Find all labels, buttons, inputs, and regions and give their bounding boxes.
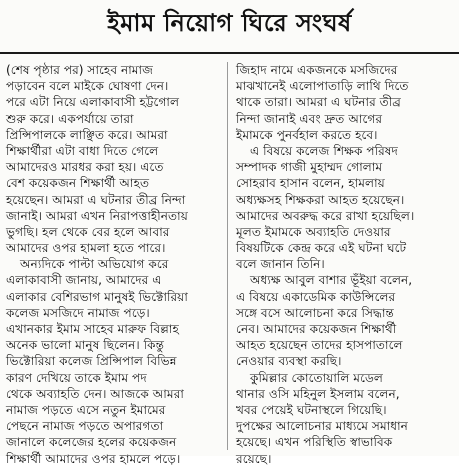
- article-line: নামাজ পড়তে এসে নতুন ইমামের: [6, 402, 166, 417]
- article-line: হয়েছে। এখন পরিস্থিতি স্বাভাবিক: [236, 435, 393, 450]
- article-line: পেছনে নামাজ পড়তে অপারগতা: [6, 419, 164, 434]
- article-line: শুরু করে। একপর্যায়ে তারা: [6, 111, 134, 126]
- article-line: কুমিল্লার কোতোয়ালি মডেল: [250, 370, 384, 385]
- article-line: খবর পেয়েই ঘটনাস্থলে গিয়েছি।: [236, 402, 387, 417]
- article-line: থাকে তারা। আমরা এ ঘটনার তীব্র: [236, 95, 401, 110]
- article-line: পড়াবেন বলে মাইকে ঘোষণা দেন।: [6, 79, 169, 94]
- article-line: রয়েছে।: [236, 451, 272, 466]
- article-line: দুপক্ষের আলোচনার মাধ্যমে সমাধান: [236, 419, 408, 434]
- article-headline: ইমাম নিয়োগ ঘিরে সংঘর্ষ: [107, 9, 352, 37]
- article-line: নিন্দা জানাই এবং দ্রুত আগের: [236, 111, 383, 126]
- article-line: ভুগছি। হল থেকে বের হলে আবার: [6, 224, 170, 239]
- article-line: বেশ কয়েকজন শিক্ষার্থী আহত: [6, 176, 150, 191]
- article-line: শিক্ষার্থী আমাদের ওপর হামলে পড়ে।: [6, 451, 181, 466]
- article-line: হয়েছেন। আমরা এ ঘটনার তীব্র নিন্দা: [6, 192, 186, 207]
- column-divider: [227, 62, 228, 450]
- article-line: অন্যদিকে পাল্টা অভিযোগ করে: [20, 257, 169, 272]
- article-line: কারণ দেখিয়ে তাকে ইমাম পদ: [6, 370, 147, 385]
- article-line: এলাকাবাসী জানায়, আমাদের এ: [6, 273, 162, 288]
- article-line: আমাদেরও মারধর করা হয়। এতে: [6, 160, 164, 175]
- article-line: ভিক্টোরিয়া কলেজ প্রিন্সিপাল বিভিন্ন: [6, 354, 177, 369]
- article-line: সম্পাদক গাজী মুহাম্মদ গোলাম: [236, 160, 383, 175]
- article-line: আমাদের অবরুদ্ধ করে রাখা হয়েছিল।: [236, 208, 415, 223]
- article-line: অধ্যক্ষ আবুল বাশার ভূঁইয়া বলেন,: [250, 273, 413, 288]
- article-line: ইমামকে পুনর্বহাল করতে হবে।: [236, 127, 378, 142]
- article-line: বলে জানান তিনি।: [236, 257, 325, 272]
- article-line: থেকে অব্যাহতি দেন। আজকে আমরা: [6, 386, 184, 401]
- article-line: আমাদের ওপর হামলা হতে পারে।: [6, 241, 166, 256]
- article-line: কলেজ মসজিদে নামাজ পড়ে।: [6, 305, 150, 320]
- article-line: মূলত ইমামকে অব্যাহতি দেওয়ার: [236, 224, 391, 239]
- article-line: নেব। আমাদের কয়েকজন শিক্ষার্থী: [236, 322, 397, 336]
- article-line: এ বিষয়ে কলেজ শিক্ষক পরিষদ: [250, 143, 398, 158]
- article-line: সোহরাব হাসান বলেন, হামলায়: [236, 176, 385, 191]
- article-column-right: [236, 62, 454, 466]
- article-line: অধ্যক্ষসহ শিক্ষকরা আহত হয়েছেন।: [236, 192, 405, 207]
- article-line: এখানকার ইমাম সাহেব মারুফ বিল্লাহ: [6, 322, 179, 336]
- article-line: বিষয়টিকে কেন্দ্র করে এই ঘটনা ঘটে: [236, 241, 407, 256]
- article-line: এ বিষয়ে একাডেমিক কাউন্সিলের: [236, 289, 396, 304]
- article-column-left: [6, 62, 224, 466]
- article-line: জানালে কলেজের হলের কয়েকজন: [6, 435, 177, 450]
- article-line: জিহাদ নামে একজনকে মসজিদের: [236, 63, 398, 77]
- article-line: এলাকার বেশিরভাগ মানুষই ভিক্টোরিয়া: [6, 289, 188, 304]
- article-line: অনেক ভালো মানুষ ছিলেন। কিন্তু: [6, 338, 165, 353]
- article-line: সঙ্গে বসে আলোচনা করে সিদ্ধান্ত: [236, 305, 394, 320]
- headline-rule: [0, 52, 459, 54]
- article-line: প্রিন্সিপালকে লাঞ্ছিত করে। আমরা: [6, 127, 168, 142]
- article-line: থানার ওসি মহিনুল ইসলাম বলেন,: [236, 386, 400, 401]
- article-line: জানাই। আমরা এখন নিরাপত্তাহীনতায়: [6, 208, 188, 223]
- article-line: (শেষ পৃষ্ঠার পর) সাহেব নামাজ: [6, 63, 153, 77]
- article-line: আহত হয়েছেন তাদের হাসপাতালে: [236, 338, 403, 353]
- article-line: নেওয়ার ব্যবস্থা করছি।: [236, 354, 342, 369]
- article-line: মাঝখানেই এলোপাতাড়ি লাথি দিতে: [236, 79, 409, 94]
- article-line: পরে এটা নিয়ে এলাকাবাসী হট্টগোল: [6, 95, 180, 110]
- article-line: শিক্ষার্থীরা এটা বাধা দিতে গেলে: [6, 143, 159, 158]
